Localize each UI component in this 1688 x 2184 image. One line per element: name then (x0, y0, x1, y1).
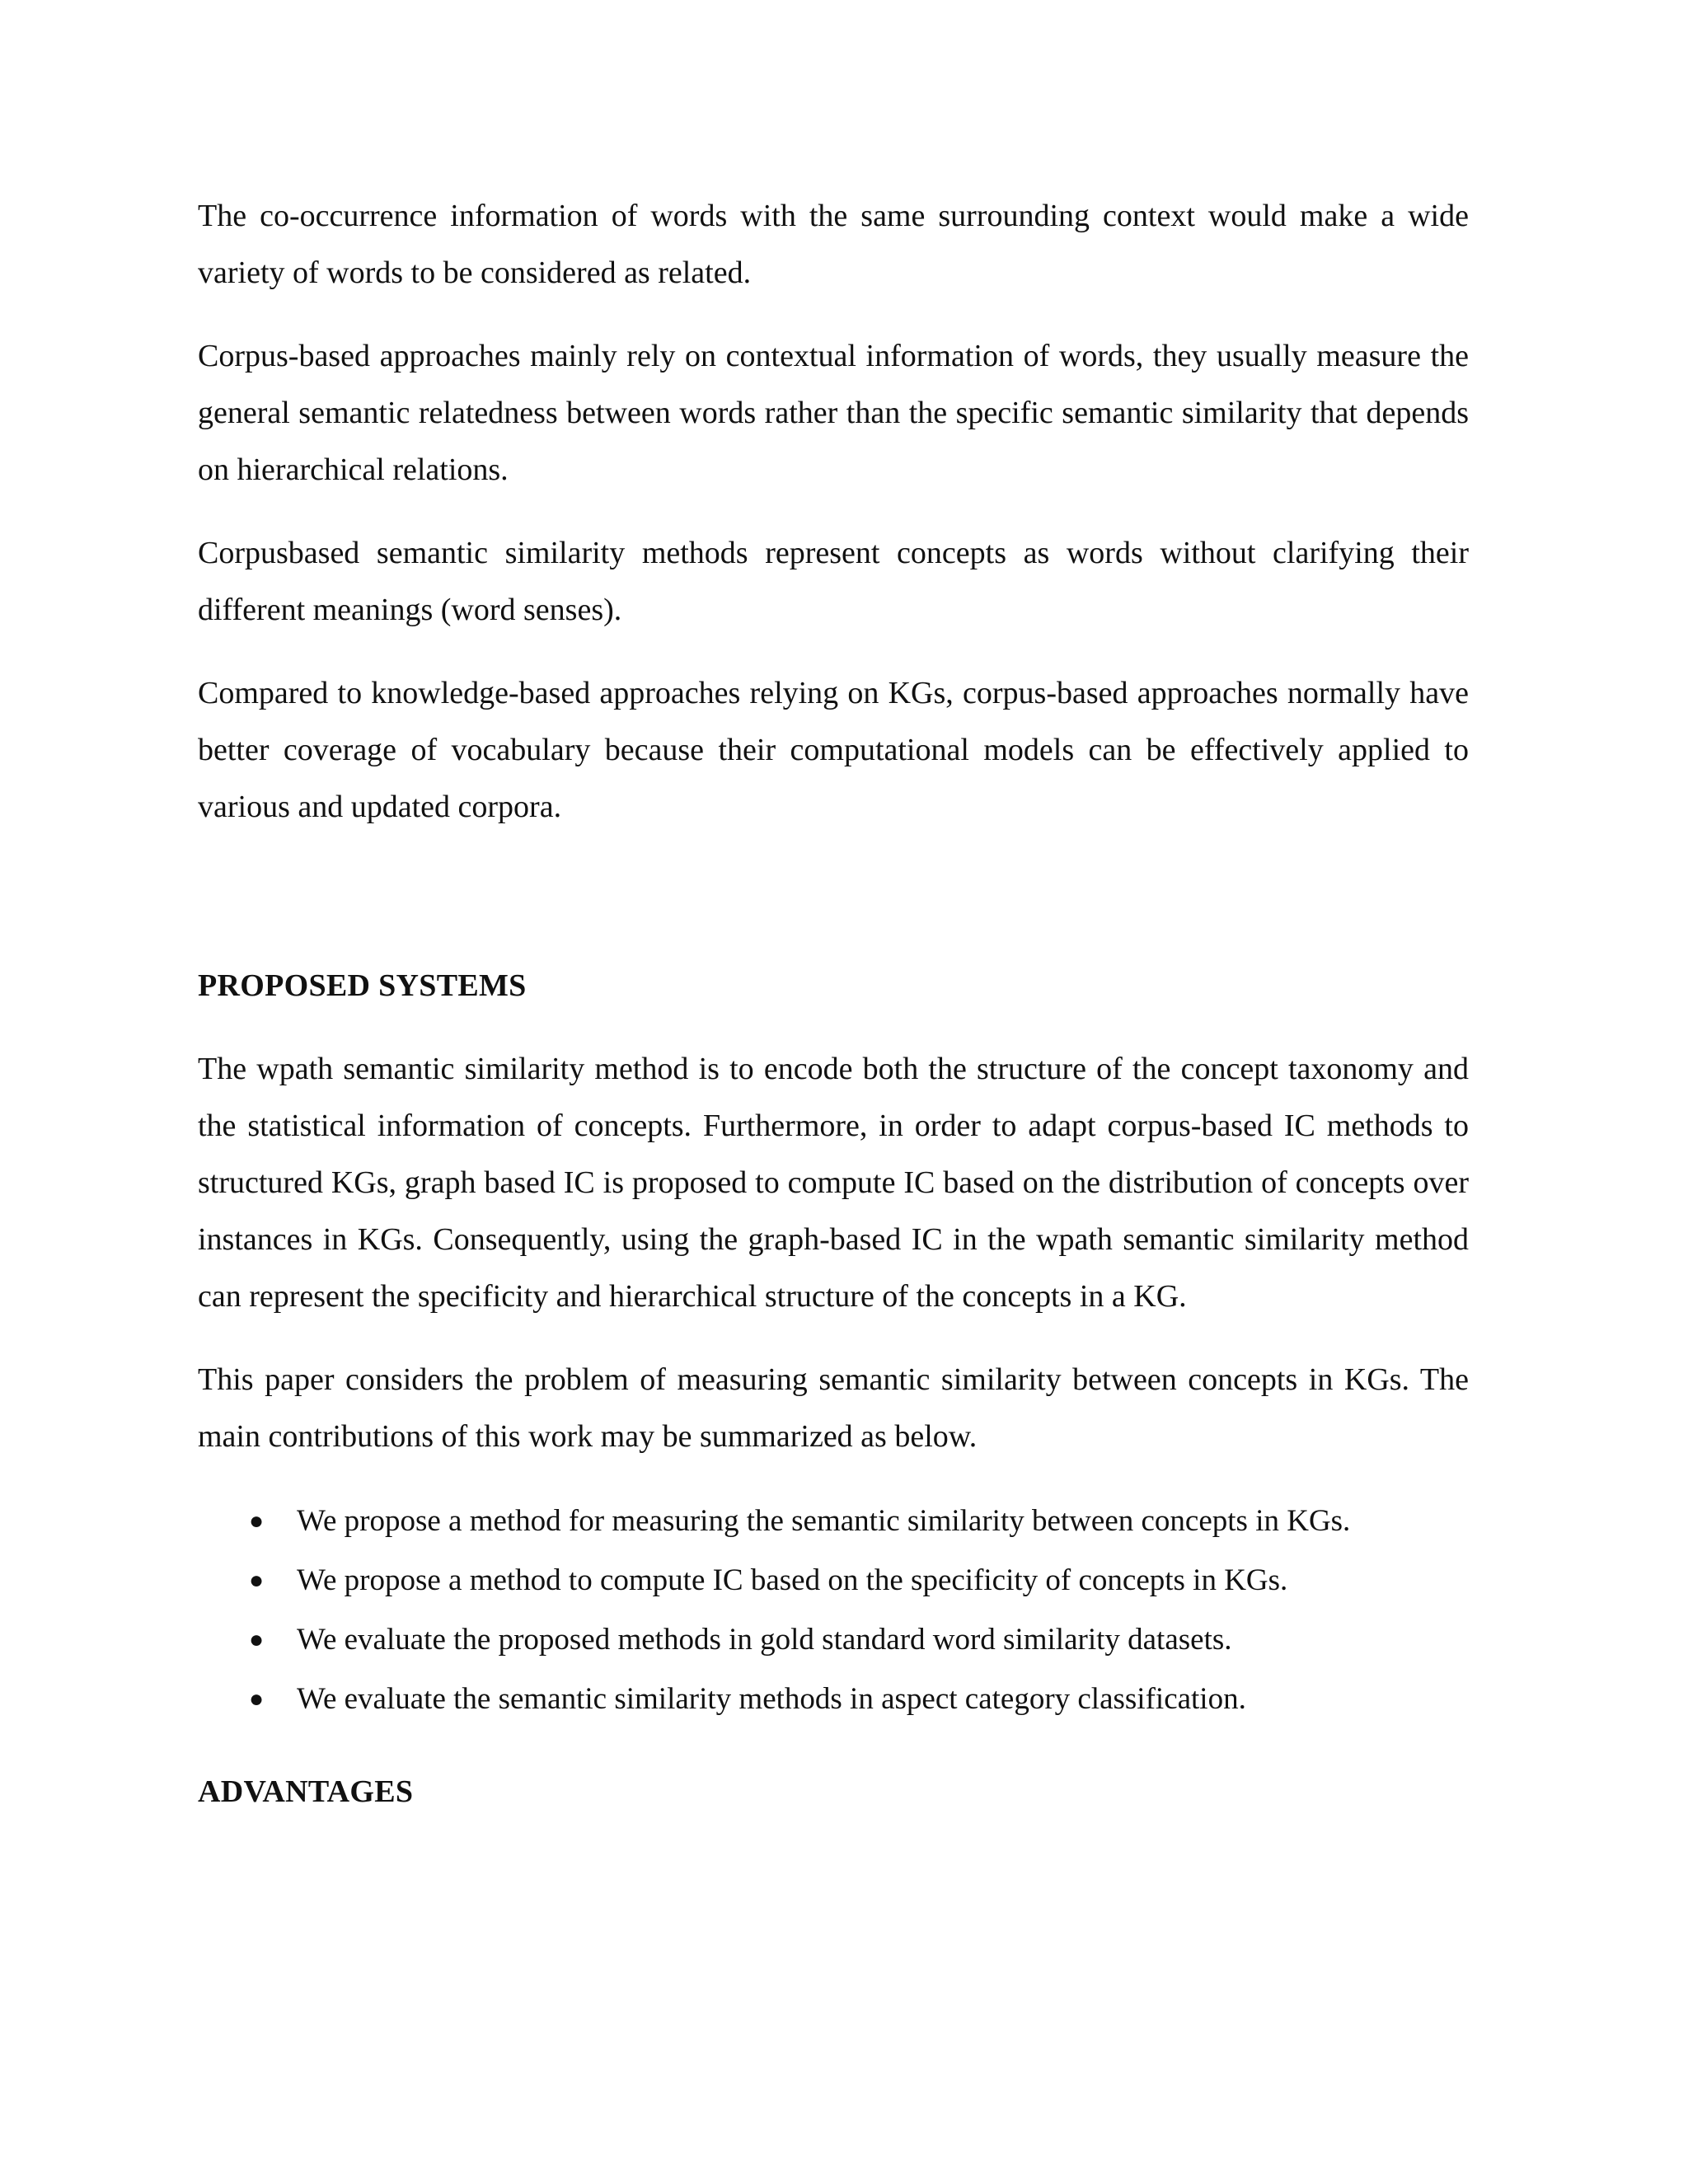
page-content (198, 188, 1469, 1821)
proposed-paragraph-contributions: This paper considers the problem of measuring semantic similarity between concepts in KGs. The main contributions of this work may be summarized as below. (198, 1362, 1469, 1454)
list-item-text: We propose a method to compute IC based on the specificity of concepts in KGs. (297, 1563, 1288, 1597)
list-item (198, 1492, 1469, 1551)
intro-paragraph-cooccurrence: The co-occurrence information of words with the same surrounding context would make a wide variety of words to be considered as related. (198, 199, 1469, 290)
bullet-icon: ● (249, 1626, 265, 1653)
list-item-text: We propose a method for measuring the semantic similarity between concepts in KGs. (297, 1504, 1351, 1538)
list-item-text: We evaluate the proposed methods in gold standard word similarity datasets. (297, 1623, 1232, 1657)
bullet-icon: ● (249, 1685, 265, 1713)
intro-paragraph-comparison: Compared to knowledge-based approaches relying on KGs, corpus-based approaches normally have better coverage of vocabulary because their computational models can be effectively applied to various and updated corpora. (198, 676, 1469, 824)
intro-paragraph-corpus-based: Corpus-based approaches mainly rely on contextual information of words, they usually measure the general semantic relatedness between words rather than the specific semantic similarity that depends on hierarchical relations. (198, 339, 1469, 487)
list-item (198, 1610, 1469, 1670)
list-item (198, 1670, 1469, 1729)
bullet-icon: ● (249, 1567, 265, 1594)
contributions-list (198, 1492, 1469, 1729)
list-item (198, 1551, 1469, 1610)
bullet-icon: ● (249, 1507, 265, 1535)
intro-paragraph-corpusbased-methods: Corpusbased semantic similarity methods represent concepts as words without clarifying their different meanings (word senses). (198, 536, 1469, 627)
section-heading-advantages: ADVANTAGES (198, 1774, 414, 1809)
section-heading-proposed-systems: PROPOSED SYSTEMS (198, 968, 527, 1003)
list-item-text: We evaluate the semantic similarity methods in aspect category classification. (297, 1682, 1246, 1716)
proposed-paragraph-wpath: The wpath semantic similarity method is to encode both the structure of the concept taxonomy and the statistical information of concepts. Furthermore, in order to adapt corpus-based IC methods to structured KGs, graph based IC is proposed to compute IC based on the distribution of concepts over instances in KGs. Consequently, using the graph-based IC in the wpath semantic similarity method can represent the specificity and hierarchical structure of the concepts in a KG. (198, 1052, 1469, 1314)
